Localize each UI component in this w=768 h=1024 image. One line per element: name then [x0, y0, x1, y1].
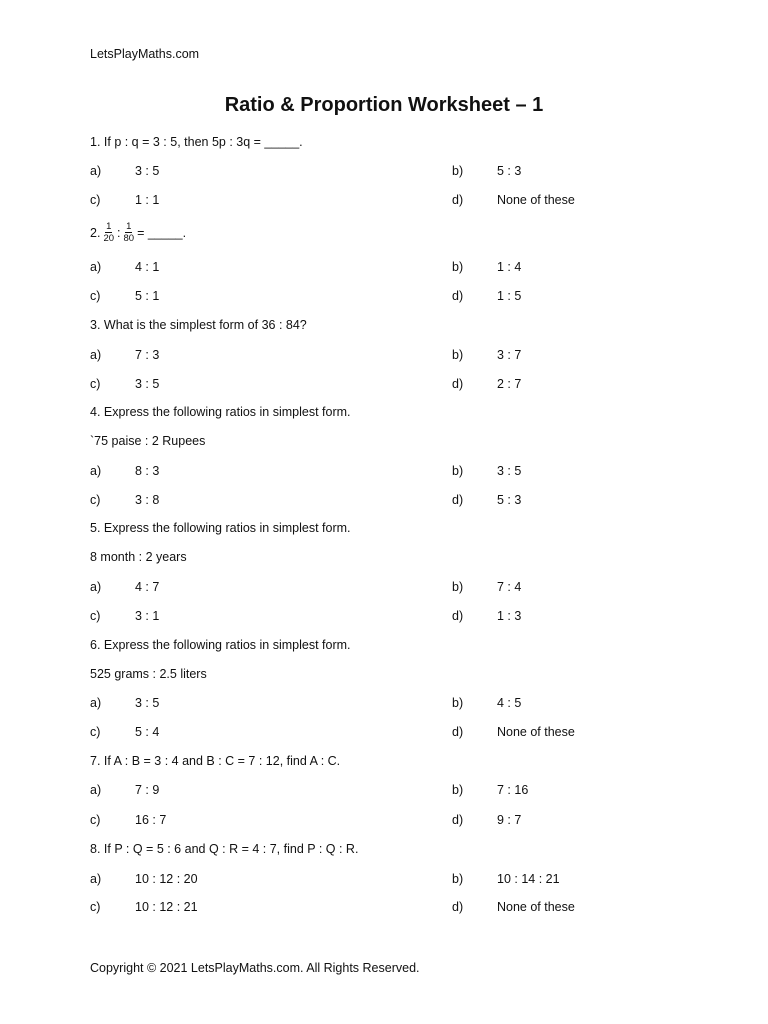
q5-option-b: 7 : 4 [497, 580, 522, 594]
q8-label-d: d) [452, 900, 464, 914]
copyright-footer: Copyright © 2021 LetsPlayMaths.com. All Rights Reserved. [90, 961, 420, 975]
question-8-text: 8. If P : Q = 5 : 6 and Q : R = 4 : 7, find P : Q : R. [90, 842, 359, 856]
question-1-text: 1. If p : q = 3 : 5, then 5p : 3q = _____. [90, 135, 303, 149]
q2-suffix: = _____. [137, 225, 187, 240]
q3-option-c: 3 : 5 [135, 377, 160, 391]
q2-label-d: d) [452, 289, 464, 303]
q8-option-b: 10 : 14 : 21 [497, 872, 560, 886]
q6-option-a: 3 : 5 [135, 696, 160, 710]
site-header: LetsPlayMaths.com [90, 47, 200, 61]
q2-frac2-denominator: 80 [123, 233, 135, 244]
q2-fraction-2 [123, 221, 136, 244]
q5-label-d: d) [452, 609, 464, 623]
question-7-text: 7. If A : B = 3 : 4 and B : C = 7 : 12, find A : C. [90, 754, 341, 768]
q2-fraction-1 [102, 221, 115, 244]
question-2-text [90, 221, 186, 244]
q4-label-a: a) [90, 464, 102, 478]
q8-option-a: 10 : 12 : 20 [135, 872, 198, 886]
q1-option-a: 3 : 5 [135, 164, 160, 178]
question-4-text: 4. Express the following ratios in simplest form. [90, 405, 351, 419]
q6-option-c: 5 : 4 [135, 725, 160, 739]
q5-label-a: a) [90, 580, 102, 594]
q7-label-d: d) [452, 813, 464, 827]
q2-frac1-denominator: 20 [103, 233, 115, 244]
q1-label-c: c) [90, 193, 101, 207]
q7-option-c: 16 : 7 [135, 813, 167, 827]
q7-label-a: a) [90, 783, 102, 797]
q8-label-c: c) [90, 900, 101, 914]
q1-option-b: 5 : 3 [497, 164, 522, 178]
q4-label-d: d) [452, 493, 464, 507]
q4-label-c: c) [90, 493, 101, 507]
q5-option-a: 4 : 7 [135, 580, 160, 594]
q2-option-d: 1 : 5 [497, 289, 522, 303]
q5-option-d: 1 : 3 [497, 609, 522, 623]
q2-label-a: a) [90, 260, 102, 274]
q1-option-d: None of these [497, 193, 575, 207]
q3-label-b: b) [452, 348, 464, 362]
q8-label-b: b) [452, 872, 464, 886]
q5-label-b: b) [452, 580, 464, 594]
q3-option-d: 2 : 7 [497, 377, 522, 391]
q5-option-c: 3 : 1 [135, 609, 160, 623]
q6-label-b: b) [452, 696, 464, 710]
q3-option-a: 7 : 3 [135, 348, 160, 362]
q6-option-d: None of these [497, 725, 575, 739]
q2-option-b: 1 : 4 [497, 260, 522, 274]
q6-option-b: 4 : 5 [497, 696, 522, 710]
q8-option-c: 10 : 12 : 21 [135, 900, 198, 914]
q3-option-b: 3 : 7 [497, 348, 522, 362]
q8-label-a: a) [90, 872, 102, 886]
q3-label-c: c) [90, 377, 101, 391]
q2-prefix: 2. [90, 225, 101, 240]
q7-option-d: 9 : 7 [497, 813, 522, 827]
q4-option-a: 8 : 3 [135, 464, 160, 478]
q4-option-b: 3 : 5 [497, 464, 522, 478]
page-title: Ratio & Proportion Worksheet – 1 [224, 94, 544, 116]
q4-label-b: b) [452, 464, 464, 478]
q1-option-c: 1 : 1 [135, 193, 160, 207]
q7-option-a: 7 : 9 [135, 783, 160, 797]
q7-label-b: b) [452, 783, 464, 797]
q2-label-c: c) [90, 289, 101, 303]
q6-label-c: c) [90, 725, 101, 739]
q3-label-d: d) [452, 377, 464, 391]
q3-label-a: a) [90, 348, 102, 362]
q8-option-d: None of these [497, 900, 575, 914]
q2-label-b: b) [452, 260, 464, 274]
q2-separator: : [117, 225, 121, 240]
q1-label-b: b) [452, 164, 464, 178]
q2-frac2-numerator: 1 [126, 221, 132, 232]
q7-label-c: c) [90, 813, 101, 827]
q1-label-d: d) [452, 193, 464, 207]
q5-label-c: c) [90, 609, 101, 623]
question-5-subtext: 8 month : 2 years [90, 550, 187, 564]
q4-option-d: 5 : 3 [497, 493, 522, 507]
question-3-text: 3. What is the simplest form of 36 : 84? [90, 318, 307, 332]
question-5-text: 5. Express the following ratios in simplest form. [90, 521, 351, 535]
question-6-subtext: 525 grams : 2.5 liters [90, 667, 207, 681]
q6-label-a: a) [90, 696, 102, 710]
q2-option-a: 4 : 1 [135, 260, 160, 274]
q1-label-a: a) [90, 164, 102, 178]
q6-label-d: d) [452, 725, 464, 739]
question-4-subtext: `75 paise : 2 Rupees [90, 434, 206, 448]
q7-option-b: 7 : 16 [497, 783, 529, 797]
q2-frac1-numerator: 1 [106, 221, 112, 232]
question-6-text: 6. Express the following ratios in simplest form. [90, 638, 351, 652]
q4-option-c: 3 : 8 [135, 493, 160, 507]
q2-option-c: 5 : 1 [135, 289, 160, 303]
